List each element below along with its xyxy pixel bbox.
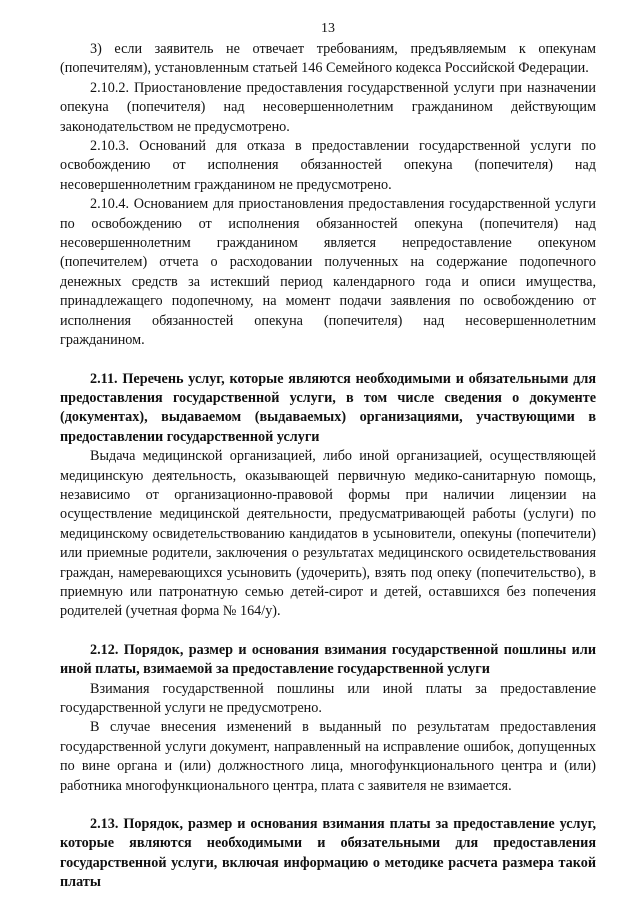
- section-heading-2-12: 2.12. Порядок, размер и основания взимания государственной пошлины или иной платы, взимаемой за предоставление государственной услуги: [60, 641, 596, 678]
- page-number: 13: [321, 21, 335, 36]
- section-spacer: [60, 622, 596, 641]
- paragraph-correction-no-fee: В случае внесения изменений в выданный по результатам предоставления государственной услуги документ, направленный на исправление ошибок, допущенных по вине органа и (или) должностного лица, многофункционального центра и (или) работника многофункционального центра, плата с заявителя не взимается.: [60, 719, 596, 794]
- paragraph-applicant-requirements: 3) если заявитель не отвечает требованиям, предъявляемым к опекунам (попечителям), установленным статьей 146 Семейного кодекса Российской Федерации.: [60, 41, 596, 77]
- section-heading-2-13: 2.13. Порядок, размер и основания взимания платы за предоставление услуг, которые являются необходимыми и обязательными для предоставления государственной услуги, включая информацию о методике расчета размера такой платы: [60, 816, 596, 891]
- paragraph-2-10-4: 2.10.4. Основанием для приостановления предоставления государственной услуги по освобождению от исполнения обязанностей опекуна (попечителя) над несовершеннолетним гражданином является непредоставление опекуном (попечителем) отчета о расходовании полученных на содержание подопечного денежных средств за истекший период календарного года и описи имущества, принадлежащего подопечному, на момент подачи заявления по освобождению от исполнения обязанностей опекуна (попечителя) над несовершеннолетним гражданином.: [60, 196, 596, 349]
- paragraph-medical-certificate: Выдача медицинской организацией, либо иной организацией, осуществляющей медицинскую деятельность, оказывающей первичную медико-санитарную помощь, независимо от организационно-правовой формы при наличии лицензии на осуществление медицинской деятельности, предусматривающей работы (услуги) по медицинскому освидетельствованию кандидатов в усыновители, опекуны (попечители) или приемные родители, заключения о результатах медицинского освидетельствования граждан, намеревающихся усыновить (удочерить), взять под опеку (попечительство), в приемную или патронатную семью детей-сирот и детей, оставшихся без попечения родителей (учетная форма № 164/у).: [60, 448, 596, 620]
- section-spacer: [60, 796, 596, 815]
- paragraph-2-10-2: 2.10.2. Приостановление предоставления государственной услуги при назначении опекуна (попечителя) над несовершеннолетним гражданином действующим законодательством не предусмотрено.: [60, 79, 596, 135]
- paragraph-fee-not-charged: Взимания государственной пошлины или иной платы за предоставление государственной услуги не предусмотрено.: [60, 680, 596, 716]
- section-spacer: [60, 351, 596, 370]
- section-heading-2-11: 2.11. Перечень услуг, которые являются необходимыми и обязательными для предоставления государственной услуги, в том числе сведения о документе (документах), выдаваемом (выдаваемых) организациями, участвующими в предоставлении государственной услуги: [60, 370, 596, 445]
- paragraph-2-10-3: 2.10.3. Оснований для отказа в предоставлении государственной услуги по освобождению от исполнения обязанностей опекуна (попечителя) над несовершеннолетним гражданином не предусмотрено.: [60, 138, 596, 193]
